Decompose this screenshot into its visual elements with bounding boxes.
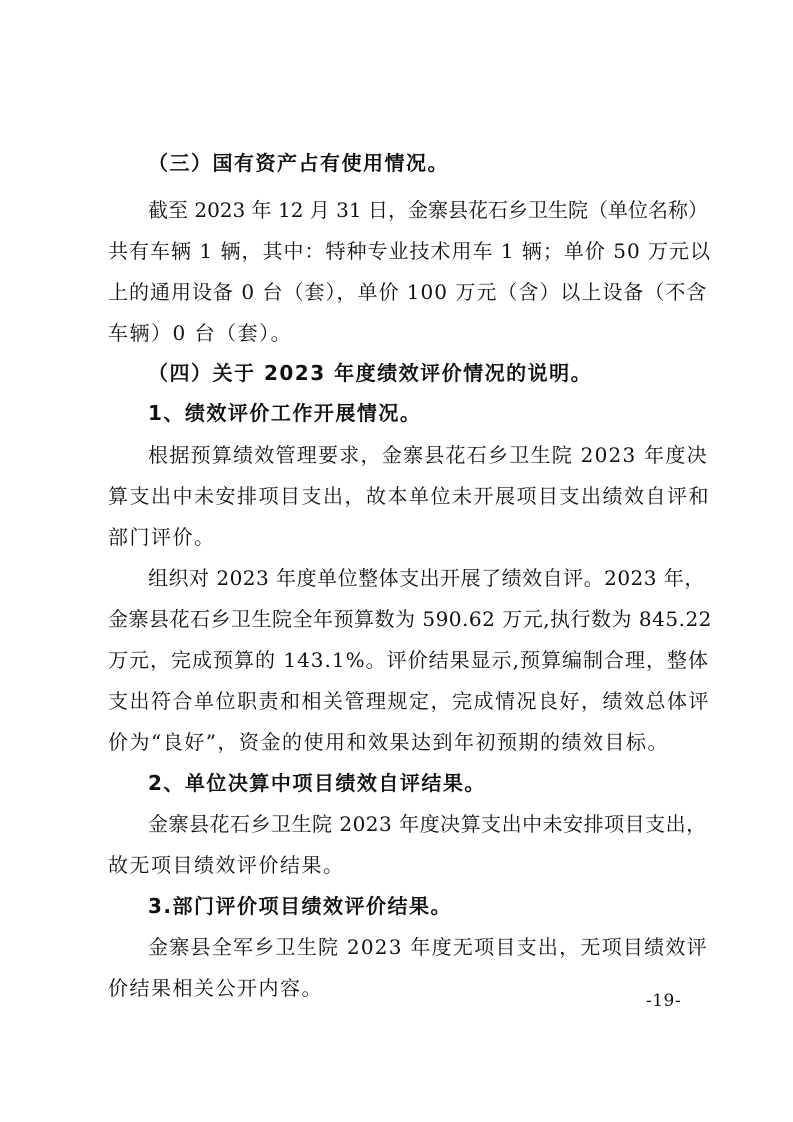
paragraph-line: 上的通用设备 0 台（套），单价 100 万元（含）以上设备（不含 <box>108 280 708 304</box>
subsection-heading-3: 3.部门评价项目绩效评价结果。 <box>148 894 453 918</box>
paragraph-line: 金寨县花石乡卫生院全年预算数为 590.62 万元,执行数为 845.22 <box>108 607 712 631</box>
paragraph-line: 金寨县全军乡卫生院 2023 年度无项目支出，无项目绩效评 <box>148 935 708 959</box>
paragraph-line: 支出符合单位职责和相关管理规定，完成情况良好，绩效总体评 <box>108 689 710 713</box>
paragraph-line: 故无项目绩效评价结果。 <box>108 853 345 877</box>
paragraph-line: 根据预算绩效管理要求，金寨县花石乡卫生院 2023 年度决 <box>148 443 708 467</box>
subsection-heading-1: 1、绩效评价工作开展情况。 <box>148 401 422 425</box>
paragraph-line: 价结果相关公开内容。 <box>108 976 323 1000</box>
paragraph-line: 算支出中未安排项目支出，故本单位未开展项目支出绩效自评和 <box>108 484 710 508</box>
paragraph-line: 价为“良好”，资金的使用和效果达到年初预期的绩效目标。 <box>108 730 669 754</box>
paragraph-line: 万元，完成预算的 143.1%。评价结果显示,预算编制合理，整体 <box>108 648 709 672</box>
page-number: -19- <box>646 991 682 1011</box>
paragraph-line: 车辆）0 台（套）。 <box>108 321 293 345</box>
section-heading-3: （三）国有资产占有使用情况。 <box>148 151 449 175</box>
paragraph-line: 金寨县花石乡卫生院 2023 年度决算支出中未安排项目支出， <box>148 812 707 836</box>
subsection-heading-2: 2、单位决算中项目绩效自评结果。 <box>148 771 486 795</box>
paragraph-line: 共有车辆 1 辆，其中：特种专业技术用车 1 辆；单价 50 万元以 <box>108 239 712 263</box>
paragraph-line: 截至 2023 年 12 月 31 日，金寨县花石乡卫生院（单位名称） <box>148 198 708 222</box>
paragraph-line: 部门评价。 <box>108 525 216 549</box>
section-heading-4: （四）关于 2023 年度绩效评价情况的说明。 <box>148 361 593 385</box>
paragraph-line: 组织对 2023 年度单位整体支出开展了绩效自评。2023 年， <box>148 566 705 590</box>
